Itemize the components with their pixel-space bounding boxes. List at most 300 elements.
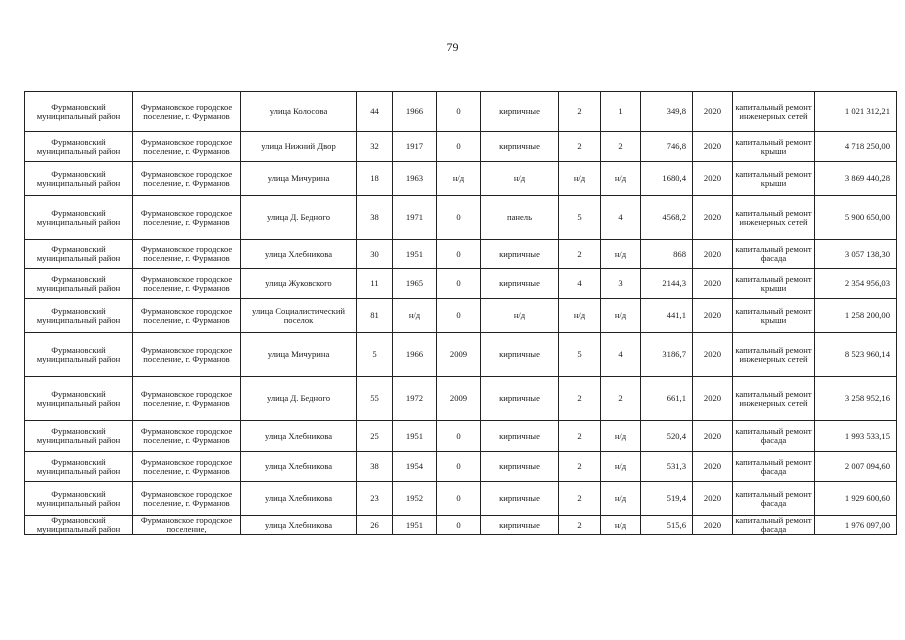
district-cell — [25, 162, 133, 196]
year-overhaul-cell-text: 2009 — [449, 393, 468, 403]
entrances-cell-text: 4 — [618, 212, 623, 222]
entrances-cell — [601, 299, 641, 333]
page-number: 79 — [446, 40, 459, 54]
settlement-cell-text: Фурмановское городское поселение, г. Фурманов — [140, 168, 233, 188]
entrances-cell — [601, 516, 641, 535]
entrances-cell-text: 3 — [618, 278, 623, 288]
year-built-cell — [393, 162, 437, 196]
year-overhaul-cell — [437, 162, 481, 196]
street-cell — [241, 452, 357, 482]
floors-cell — [559, 482, 601, 516]
cost-cell — [815, 269, 897, 299]
wall-material-cell-text: кирпичные — [499, 141, 540, 151]
street-cell — [241, 516, 357, 535]
floors-cell-text: 2 — [577, 248, 582, 259]
plan-year-cell-text: 2020 — [703, 310, 722, 320]
floors-cell-text: 5 — [577, 212, 582, 222]
work-type-cell-text: капитальный ремонт крыши — [735, 273, 812, 293]
year-overhaul-cell-text: 0 — [456, 212, 461, 222]
entrances-cell-text: 4 — [618, 349, 623, 359]
work-type-cell — [733, 421, 815, 452]
district-cell — [25, 421, 133, 452]
district-cell-text: Фурмановский муниципальный район — [36, 426, 121, 445]
work-type-cell-text: капитальный ремонт фасада — [735, 244, 812, 263]
year-overhaul-cell-text: 0 — [456, 248, 461, 259]
area-cell-text: 1680,4 — [662, 173, 686, 183]
plan-year-cell — [693, 132, 733, 162]
year-overhaul-cell — [437, 482, 481, 516]
plan-year-cell-text: 2020 — [703, 106, 722, 116]
street-cell — [241, 269, 357, 299]
settlement-cell-text: Фурмановское городское поселение, г. Фурманов — [140, 344, 233, 364]
work-type-cell-text: капитальный ремонт фасада — [735, 456, 812, 476]
floors-cell — [559, 240, 601, 269]
cost-cell — [815, 299, 897, 333]
house-number-cell-text: 38 — [370, 212, 379, 222]
entrances-cell — [601, 452, 641, 482]
area-cell-text: 3186,7 — [662, 349, 686, 359]
year-built-cell — [393, 269, 437, 299]
work-type-cell-text: капитальный ремонт фасада — [735, 516, 812, 534]
street-cell-text: улица Мичурина — [267, 173, 330, 183]
plan-year-cell — [693, 196, 733, 240]
area-cell-text: 441,1 — [666, 310, 686, 320]
year-overhaul-cell — [437, 299, 481, 333]
district-cell — [25, 452, 133, 482]
cost-cell — [815, 516, 897, 535]
area-cell-text: 515,6 — [666, 520, 686, 530]
year-overhaul-cell-text: 0 — [456, 430, 461, 441]
floors-cell — [559, 333, 601, 377]
area-cell-text: 661,1 — [666, 393, 686, 403]
district-cell-text: Фурмановский муниципальный район — [36, 516, 121, 534]
table-body — [25, 92, 897, 535]
table-row — [25, 516, 897, 535]
entrances-cell — [601, 132, 641, 162]
street-cell-text: улица Хлебникова — [264, 461, 333, 471]
street-cell-text: улица Хлебникова — [264, 248, 333, 259]
table-row — [25, 162, 897, 196]
settlement-cell — [133, 269, 241, 299]
street-cell — [241, 299, 357, 333]
wall-material-cell — [481, 132, 559, 162]
settlement-cell-text: Фурмановское городское поселение, г. Фурманов — [140, 207, 233, 227]
year-built-cell — [393, 132, 437, 162]
wall-material-cell — [481, 269, 559, 299]
work-type-cell — [733, 377, 815, 421]
year-overhaul-cell-text: 0 — [456, 461, 461, 471]
table-row — [25, 240, 897, 269]
year-built-cell — [393, 240, 437, 269]
area-cell-text: 349,8 — [666, 106, 686, 116]
floors-cell — [559, 516, 601, 535]
cost-cell — [815, 421, 897, 452]
entrances-cell — [601, 333, 641, 377]
entrances-cell-text: 1 — [618, 106, 623, 116]
entrances-cell-text: 2 — [618, 141, 623, 151]
table-row — [25, 299, 897, 333]
plan-year-cell — [693, 516, 733, 535]
cost-cell — [815, 162, 897, 196]
district-cell-text: Фурмановский муниципальный район — [36, 207, 121, 227]
work-type-cell-text: капитальный ремонт инженерных сетей — [735, 207, 812, 227]
area-cell — [641, 299, 693, 333]
district-cell-text: Фурмановский муниципальный район — [36, 101, 121, 121]
year-built-cell-text: 1966 — [405, 349, 424, 359]
work-type-cell-text: капитальный ремонт крыши — [735, 136, 812, 156]
plan-year-cell-text: 2020 — [703, 278, 722, 288]
year-overhaul-cell — [437, 421, 481, 452]
cost-cell-text: 4 718 250,00 — [844, 141, 890, 151]
wall-material-cell-text: кирпичные — [499, 393, 540, 403]
settlement-cell-text: Фурмановское городское поселение, г. Фурманов — [140, 305, 233, 325]
wall-material-cell-text: панель — [506, 212, 533, 222]
house-number-cell — [357, 269, 393, 299]
cost-cell — [815, 92, 897, 132]
entrances-cell-text: н/д — [614, 493, 627, 503]
house-number-cell-text: 44 — [370, 106, 379, 116]
wall-material-cell-text: кирпичные — [499, 520, 540, 530]
settlement-cell — [133, 92, 241, 132]
work-type-cell — [733, 333, 815, 377]
plan-year-cell — [693, 92, 733, 132]
area-cell-text: 868 — [673, 248, 686, 259]
wall-material-cell-text: кирпичные — [499, 493, 540, 503]
floors-cell-text: н/д — [573, 173, 586, 183]
plan-year-cell-text: 2020 — [703, 349, 722, 359]
wall-material-cell — [481, 482, 559, 516]
wall-material-cell-text: кирпичные — [499, 248, 540, 259]
year-built-cell-text: н/д — [408, 310, 421, 320]
street-cell — [241, 196, 357, 240]
year-overhaul-cell — [437, 377, 481, 421]
year-built-cell-text: 1917 — [405, 141, 424, 151]
year-overhaul-cell-text: 0 — [456, 310, 461, 320]
street-cell — [241, 377, 357, 421]
year-built-cell — [393, 377, 437, 421]
cost-cell — [815, 333, 897, 377]
plan-year-cell — [693, 299, 733, 333]
year-built-cell-text: 1951 — [405, 520, 424, 530]
plan-year-cell — [693, 240, 733, 269]
cost-cell-text: 3 258 952,16 — [844, 393, 890, 403]
wall-material-cell — [481, 162, 559, 196]
floors-cell — [559, 377, 601, 421]
area-cell-text: 4568,2 — [662, 212, 686, 222]
floors-cell — [559, 196, 601, 240]
entrances-cell — [601, 196, 641, 240]
year-built-cell — [393, 421, 437, 452]
plan-year-cell-text: 2020 — [703, 493, 722, 503]
street-cell-text: улица Хлебникова — [264, 430, 333, 441]
settlement-cell — [133, 482, 241, 516]
area-cell — [641, 333, 693, 377]
area-cell — [641, 92, 693, 132]
district-cell — [25, 333, 133, 377]
year-overhaul-cell — [437, 269, 481, 299]
cost-cell-text: 3 869 440,28 — [844, 173, 890, 183]
wall-material-cell-text: кирпичные — [499, 349, 540, 359]
entrances-cell-text: н/д — [614, 310, 627, 320]
district-cell-text: Фурмановский муниципальный район — [36, 305, 121, 325]
wall-material-cell — [481, 240, 559, 269]
table-row — [25, 92, 897, 132]
area-cell — [641, 516, 693, 535]
floors-cell-text: 2 — [577, 461, 582, 471]
area-cell-text: 531,3 — [666, 461, 686, 471]
wall-material-cell-text: кирпичные — [499, 461, 540, 471]
district-cell-text: Фурмановский муниципальный район — [36, 136, 121, 156]
wall-material-cell — [481, 452, 559, 482]
entrances-cell — [601, 377, 641, 421]
area-cell-text: 746,8 — [666, 141, 686, 151]
entrances-cell — [601, 240, 641, 269]
cost-cell-text: 1 021 312,21 — [844, 106, 890, 116]
plan-year-cell — [693, 377, 733, 421]
overhaul-table — [24, 91, 897, 535]
street-cell-text: улица Социалистический поселок — [251, 305, 346, 325]
settlement-cell — [133, 299, 241, 333]
plan-year-cell-text: 2020 — [703, 461, 722, 471]
plan-year-cell-text: 2020 — [703, 393, 722, 403]
entrances-cell — [601, 162, 641, 196]
settlement-cell — [133, 333, 241, 377]
work-type-cell-text: капитальный ремонт фасада — [735, 488, 812, 508]
street-cell-text: улица Хлебникова — [264, 493, 333, 503]
work-type-cell — [733, 132, 815, 162]
street-cell — [241, 92, 357, 132]
floors-cell — [559, 92, 601, 132]
settlement-cell — [133, 421, 241, 452]
house-number-cell — [357, 240, 393, 269]
wall-material-cell — [481, 516, 559, 535]
year-built-cell-text: 1971 — [405, 212, 424, 222]
work-type-cell — [733, 482, 815, 516]
plan-year-cell-text: 2020 — [703, 430, 722, 441]
settlement-cell — [133, 452, 241, 482]
district-cell-text: Фурмановский муниципальный район — [36, 168, 121, 188]
cost-cell-text: 1 258 200,00 — [844, 310, 890, 320]
entrances-cell-text: н/д — [614, 173, 627, 183]
district-cell — [25, 516, 133, 535]
settlement-cell-text: Фурмановское городское поселение, г. Фурманов — [140, 244, 233, 263]
cost-cell-text: 1 929 600,60 — [844, 493, 890, 503]
area-cell — [641, 269, 693, 299]
area-cell — [641, 196, 693, 240]
floors-cell-text: 2 — [577, 106, 582, 116]
floors-cell-text: 2 — [577, 393, 582, 403]
street-cell-text: улица Жуковского — [265, 278, 332, 288]
plan-year-cell-text: 2020 — [703, 173, 722, 183]
floors-cell — [559, 269, 601, 299]
settlement-cell-text: Фурмановское городское поселение, г. Фурманов — [140, 488, 233, 508]
entrances-cell-text: н/д — [614, 461, 627, 471]
table-row — [25, 196, 897, 240]
street-cell-text: улица Д. Бедного — [266, 212, 331, 222]
house-number-cell — [357, 299, 393, 333]
floors-cell — [559, 132, 601, 162]
wall-material-cell — [481, 421, 559, 452]
year-overhaul-cell-text: 2009 — [449, 349, 468, 359]
work-type-cell-text: капитальный ремонт инженерных сетей — [735, 101, 812, 121]
house-number-cell-text: 18 — [370, 173, 379, 183]
plan-year-cell-text: 2020 — [703, 212, 722, 222]
floors-cell-text: 2 — [577, 493, 582, 503]
entrances-cell-text: 2 — [618, 393, 623, 403]
house-number-cell-text: 81 — [370, 310, 379, 320]
work-type-cell — [733, 196, 815, 240]
house-number-cell — [357, 333, 393, 377]
house-number-cell-text: 32 — [370, 141, 379, 151]
work-type-cell — [733, 269, 815, 299]
cost-cell — [815, 196, 897, 240]
table-row — [25, 269, 897, 299]
settlement-cell-text: Фурмановское городское поселение, г. Фурманов — [140, 388, 233, 408]
entrances-cell-text: н/д — [614, 520, 627, 530]
work-type-cell-text: капитальный ремонт крыши — [735, 305, 812, 325]
house-number-cell — [357, 162, 393, 196]
wall-material-cell — [481, 299, 559, 333]
street-cell — [241, 333, 357, 377]
cost-cell — [815, 482, 897, 516]
settlement-cell — [133, 196, 241, 240]
district-cell-text: Фурмановский муниципальный район — [36, 273, 121, 293]
entrances-cell-text: н/д — [614, 248, 627, 259]
street-cell-text: улица Мичурина — [267, 349, 330, 359]
district-cell — [25, 240, 133, 269]
year-built-cell-text: 1951 — [405, 430, 424, 441]
house-number-cell-text: 30 — [370, 248, 379, 259]
plan-year-cell-text: 2020 — [703, 141, 722, 151]
year-overhaul-cell-text: н/д — [452, 173, 465, 183]
work-type-cell-text: капитальный ремонт крыши — [735, 168, 812, 188]
work-type-cell-text: капитальный ремонт фасада — [735, 426, 812, 445]
year-built-cell — [393, 482, 437, 516]
entrances-cell — [601, 92, 641, 132]
entrances-cell — [601, 269, 641, 299]
house-number-cell — [357, 92, 393, 132]
street-cell — [241, 421, 357, 452]
house-number-cell — [357, 132, 393, 162]
year-built-cell — [393, 92, 437, 132]
cost-cell-text: 2 007 094,60 — [844, 461, 890, 471]
table-row — [25, 377, 897, 421]
cost-cell-text: 5 900 650,00 — [844, 212, 890, 222]
house-number-cell — [357, 377, 393, 421]
year-built-cell — [393, 299, 437, 333]
street-cell-text: улица Колосова — [269, 106, 328, 116]
plan-year-cell — [693, 482, 733, 516]
house-number-cell-text: 11 — [370, 278, 379, 288]
year-overhaul-cell — [437, 516, 481, 535]
house-number-cell-text: 23 — [370, 493, 379, 503]
house-number-cell — [357, 421, 393, 452]
year-built-cell-text: 1954 — [405, 461, 424, 471]
floors-cell-text: н/д — [573, 310, 586, 320]
cost-cell-text: 3 057 138,30 — [844, 248, 890, 259]
wall-material-cell — [481, 377, 559, 421]
house-number-cell-text: 25 — [370, 430, 379, 441]
settlement-cell — [133, 377, 241, 421]
year-built-cell — [393, 333, 437, 377]
district-cell — [25, 132, 133, 162]
table-row — [25, 482, 897, 516]
plan-year-cell-text: 2020 — [703, 520, 722, 530]
entrances-cell — [601, 421, 641, 452]
wall-material-cell-text: кирпичные — [499, 430, 540, 441]
cost-cell-text: 2 354 956,03 — [844, 278, 890, 288]
cost-cell — [815, 377, 897, 421]
cost-cell-text: 1 993 533,15 — [844, 430, 890, 441]
year-built-cell — [393, 452, 437, 482]
cost-cell — [815, 452, 897, 482]
district-cell — [25, 196, 133, 240]
house-number-cell — [357, 452, 393, 482]
wall-material-cell — [481, 196, 559, 240]
table-row — [25, 132, 897, 162]
area-cell-text: 520,4 — [666, 430, 686, 441]
area-cell — [641, 421, 693, 452]
cost-cell — [815, 132, 897, 162]
house-number-cell — [357, 482, 393, 516]
street-cell — [241, 132, 357, 162]
year-overhaul-cell — [437, 132, 481, 162]
district-cell — [25, 269, 133, 299]
street-cell — [241, 482, 357, 516]
settlement-cell — [133, 516, 241, 535]
work-type-cell — [733, 452, 815, 482]
year-overhaul-cell — [437, 333, 481, 377]
floors-cell — [559, 299, 601, 333]
work-type-cell — [733, 162, 815, 196]
wall-material-cell-text: кирпичные — [499, 106, 540, 116]
district-cell — [25, 299, 133, 333]
year-built-cell-text: 1965 — [405, 278, 424, 288]
work-type-cell — [733, 240, 815, 269]
area-cell-text: 2144,3 — [662, 278, 686, 288]
street-cell — [241, 240, 357, 269]
district-cell-text: Фурмановский муниципальный район — [36, 244, 121, 263]
year-built-cell-text: 1972 — [405, 393, 424, 403]
house-number-cell-text: 26 — [370, 520, 379, 530]
house-number-cell-text: 38 — [370, 461, 379, 471]
year-built-cell-text: 1966 — [405, 106, 424, 116]
floors-cell — [559, 162, 601, 196]
year-overhaul-cell-text: 0 — [456, 493, 461, 503]
wall-material-cell-text: кирпичные — [499, 278, 540, 288]
settlement-cell-text: Фурмановское городское поселение, г. Фурманов — [140, 136, 233, 156]
plan-year-cell-text: 2020 — [703, 248, 722, 259]
area-cell-text: 519,4 — [666, 493, 686, 503]
plan-year-cell — [693, 269, 733, 299]
street-cell-text: улица Хлебникова — [264, 520, 333, 530]
house-number-cell-text: 55 — [370, 393, 379, 403]
floors-cell-text: 2 — [577, 141, 582, 151]
entrances-cell-text: н/д — [614, 430, 627, 441]
floors-cell — [559, 421, 601, 452]
year-built-cell-text: 1951 — [405, 248, 424, 259]
settlement-cell-text: Фурмановское городское поселение, г. Фурманов — [140, 426, 233, 445]
area-cell — [641, 162, 693, 196]
table-row — [25, 333, 897, 377]
district-cell — [25, 482, 133, 516]
settlement-cell-text: Фурмановское городское поселение, г. Фурманов — [140, 456, 233, 476]
area-cell — [641, 377, 693, 421]
year-overhaul-cell — [437, 92, 481, 132]
year-overhaul-cell-text: 0 — [456, 106, 461, 116]
plan-year-cell — [693, 421, 733, 452]
settlement-cell — [133, 132, 241, 162]
